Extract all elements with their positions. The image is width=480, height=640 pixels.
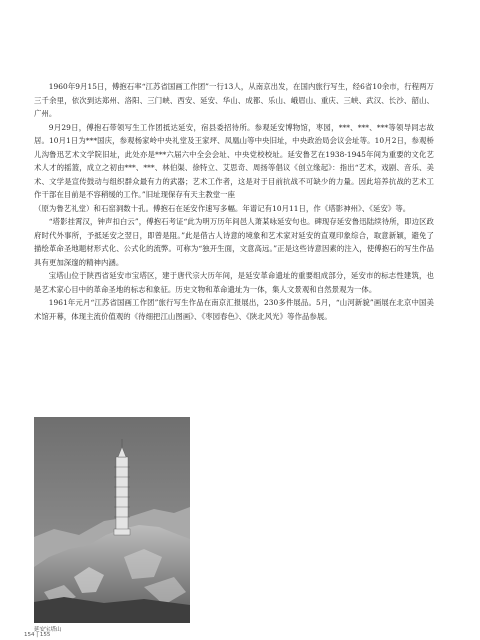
paragraph-5: 宝塔山位于陕西省延安市宝塔区，建于唐代宗大历年间，是延安革命遗址的重要组成部分，延安市的标志性建筑，也是艺术家心目中的革命圣地的标志和象征。历史文物和革命遗址为一体，集人文景观和自然景观为一体。 bbox=[34, 271, 434, 294]
pagoda-photo-illustration bbox=[34, 417, 190, 623]
paragraph-2: 9月29日，傅抱石带领写生工作团抵达延安，宿县委招待所。参观延安博物馆，枣园，***、***、***等领导同志故居。10月1日为***国庆，参观杨家岭中央礼堂及王家坪、凤凰山等中央旧址，中央政治局会议会址等。10月2日，参观桥儿沟鲁迅艺术文学院旧址，此处亦是***六届六中全会会址、中央党校校址。延安鲁艺在1938-1945年间为重要的文化艺术人才的摇篮，成立之初由***、***、林伯渠、徐特立、艾思奇、周扬等倡议《创立缘起》：指出“艺术，戏剧、音乐、美术、文学是宣传鼓动与组织群众最有力的武器；艺术工作者，这是对于目前抗战不可缺少的力量。因此培养抗战的艺术工作干部在目前是不容稍缓的工作。”旧址现保存有天主教堂一座 bbox=[34, 122, 434, 199]
paragraph-6: 1961年元月“江苏省国画工作团”旅行写生作品在南京汇报展出，230多件展品。5月，“山河新貌”画展在北京中国美术馆开幕，体现主流价值观的《待细把江山图画》、《枣园春色》、《陕北风光》等作品参展。 bbox=[34, 298, 434, 321]
pagoda-photo bbox=[34, 417, 190, 623]
paragraph-3: （原为鲁艺礼堂）和石窑洞数十孔。傅抱石在延安作速写多幅。年谱记有10月11日，作《塔影神州》、《延安》等。 bbox=[34, 203, 411, 213]
body-text bbox=[34, 80, 434, 323]
page-number: 154 | 155 bbox=[24, 632, 51, 638]
paragraph-4: “塔影挂霄汉，钟声扣白云”，傅抱石考证“此为明万历年间邑人萧某咏延安句也。碑现存延安鲁迅陆续待所，即边区政府时代外事所，予抵延安之翌日，即曾是阻。”此是借古人诗意的境象和艺术家对延安的直观印象综合，取意新颖，避免了描绘革命圣地题材形式化、公式化的流弊。可称为“独开生面，文意高远。”正是这些诗意因素的注入，使傅抱石的写生作品具有更加深邃的精神内涵。 bbox=[34, 217, 434, 267]
photo-caption: 延安宝塔山 bbox=[34, 627, 62, 633]
paragraph-1: 1960年9月15日，傅抱石率“江苏省国画工作团”一行13人，从南京出发，在国内旅行写生，经6省10余市，行程两万三千余里，依次到达郑州、洛阳、三门峡、西安、延安、华山、成都、乐山、峨眉山、重庆、三峡、武汉、长沙、韶山、广州。 bbox=[34, 82, 434, 118]
